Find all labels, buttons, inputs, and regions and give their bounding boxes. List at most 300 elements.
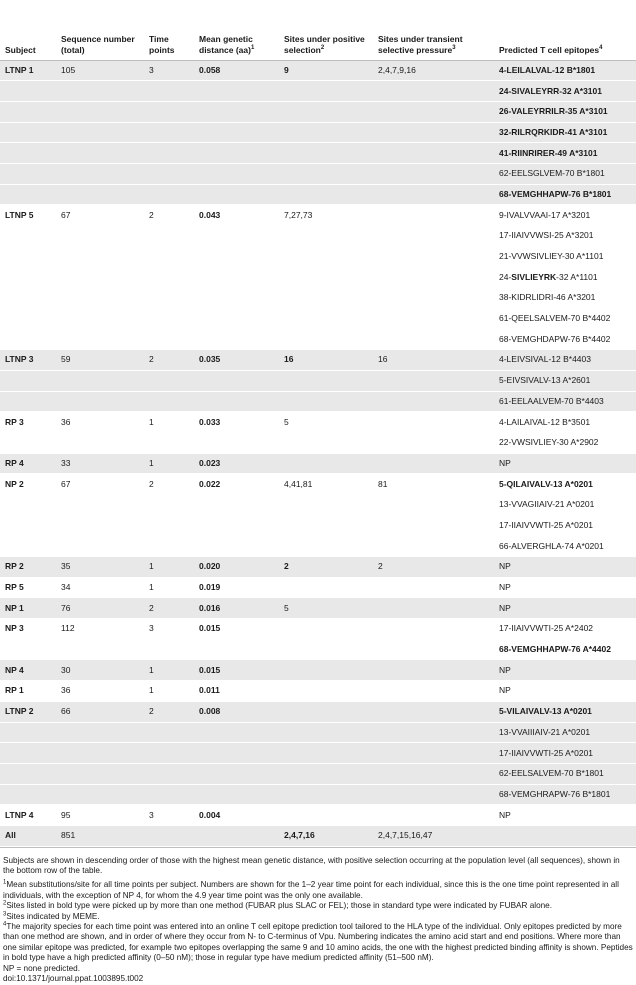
cell-transient-pressure (373, 143, 494, 164)
cell-mean-genetic-distance (194, 701, 279, 722)
cell-sequence-number (56, 763, 144, 784)
table-row (0, 246, 636, 267)
cell-predicted-epitope (494, 598, 636, 619)
cell-predicted-epitope (494, 660, 636, 681)
cell-subject (0, 267, 56, 288)
cell-transient-pressure (373, 743, 494, 764)
cell-positive-selection (279, 432, 373, 453)
cell-sequence-number (56, 453, 144, 474)
cell-predicted-epitope (494, 515, 636, 536)
cell-predicted-epitope (494, 474, 636, 495)
cell-positive-selection (279, 763, 373, 784)
table-row (0, 412, 636, 433)
table-row (0, 701, 636, 722)
cell-sequence-number-text: 34 (61, 582, 71, 593)
cell-time-points-text: 2 (149, 209, 154, 220)
cell-positive-selection (279, 557, 373, 578)
cell-transient-pressure (373, 226, 494, 247)
cell-mean-genetic-distance (194, 784, 279, 805)
cell-transient-pressure (373, 639, 494, 660)
cell-subject-text: LTNP 1 (5, 64, 34, 75)
cell-subject (0, 681, 56, 702)
header-sequence-number: Sequence number (total) (56, 0, 144, 60)
cell-positive-selection (279, 205, 373, 226)
cell-positive-selection (279, 722, 373, 743)
cell-predicted-epitope-text: 68-VEMGHDAPW-76 B*4402 (499, 333, 611, 344)
cell-time-points-text: 1 (149, 561, 154, 572)
cell-positive-selection (279, 474, 373, 495)
table-row (0, 494, 636, 515)
cell-sequence-number (56, 494, 144, 515)
table-row (0, 122, 636, 143)
cell-positive-selection (279, 370, 373, 391)
cell-time-points (144, 246, 194, 267)
cell-predicted-epitope (494, 536, 636, 557)
cell-subject (0, 515, 56, 536)
cell-transient-pressure (373, 267, 494, 288)
epitope-bold-segment: SIVLIEYRK (511, 271, 557, 282)
cell-positive-selection (279, 494, 373, 515)
cell-sequence-number (56, 474, 144, 495)
cell-transient-pressure (373, 515, 494, 536)
cell-sequence-number (56, 246, 144, 267)
cell-transient-pressure (373, 577, 494, 598)
cell-mean-genetic-distance (194, 639, 279, 660)
cell-subject-text: RP 4 (5, 457, 24, 468)
cell-predicted-epitope-text: 5-VILAIVALV-13 A*0201 (499, 706, 592, 717)
cell-mean-genetic-distance (194, 81, 279, 102)
cell-sequence-number (56, 432, 144, 453)
cell-transient-pressure (373, 60, 494, 81)
cell-sequence-number (56, 784, 144, 805)
cell-predicted-epitope (494, 81, 636, 102)
cell-positive-selection-text: 9 (284, 64, 289, 75)
cell-time-points (144, 577, 194, 598)
cell-subject (0, 391, 56, 412)
cell-sequence-number (56, 515, 144, 536)
cell-predicted-epitope (494, 101, 636, 122)
header-subject: Subject (0, 0, 56, 60)
cell-positive-selection (279, 681, 373, 702)
cell-subject (0, 763, 56, 784)
cell-subject-text: NP 4 (5, 664, 24, 675)
cell-predicted-epitope-text: 5-QILAIVALV-13 A*0201 (499, 478, 593, 489)
cell-time-points (144, 536, 194, 557)
table-row (0, 660, 636, 681)
cell-subject (0, 825, 56, 846)
cell-time-points-text: 1 (149, 685, 154, 696)
cell-positive-selection (279, 329, 373, 350)
cell-mean-genetic-distance (194, 805, 279, 826)
cell-mean-genetic-distance (194, 370, 279, 391)
cell-predicted-epitope (494, 226, 636, 247)
cell-transient-pressure (373, 825, 494, 846)
cell-sequence-number (56, 350, 144, 371)
cell-sequence-number (56, 722, 144, 743)
cell-mean-genetic-distance (194, 101, 279, 122)
cell-subject (0, 226, 56, 247)
cell-transient-pressure (373, 763, 494, 784)
cell-predicted-epitope-text: 4-LEILALVAL-12 B*1801 (499, 64, 596, 75)
cell-predicted-epitope (494, 143, 636, 164)
cell-mean-genetic-distance (194, 515, 279, 536)
cell-positive-selection (279, 101, 373, 122)
cell-transient-pressure-text: 2 (378, 561, 383, 572)
cell-sequence-number (56, 60, 144, 81)
cell-mean-genetic-distance (194, 494, 279, 515)
cell-time-points (144, 412, 194, 433)
cell-time-points (144, 474, 194, 495)
cell-sequence-number (56, 577, 144, 598)
cell-time-points (144, 515, 194, 536)
cell-transient-pressure (373, 474, 494, 495)
cell-predicted-epitope (494, 825, 636, 846)
cell-subject (0, 205, 56, 226)
cell-predicted-epitope-text: 61-QEELSALVEM-70 B*4402 (499, 313, 611, 324)
cell-predicted-epitope-text: 38-KIDRLIDRI-46 A*3201 (499, 292, 596, 303)
cell-transient-pressure-text: 2,4,7,15,16,47 (378, 830, 433, 841)
cell-time-points-text: 2 (149, 354, 154, 365)
cell-subject-text: LTNP 3 (5, 354, 34, 365)
cell-subject (0, 805, 56, 826)
cell-transient-pressure (373, 163, 494, 184)
cell-mean-genetic-distance (194, 143, 279, 164)
cell-positive-selection (279, 81, 373, 102)
cell-predicted-epitope (494, 60, 636, 81)
cell-transient-pressure (373, 701, 494, 722)
cell-sequence-number (56, 825, 144, 846)
cell-sequence-number (56, 805, 144, 826)
cell-time-points (144, 267, 194, 288)
cell-subject (0, 784, 56, 805)
cell-predicted-epitope-text: 17-IIAIVVWTI-25 A*2402 (499, 623, 594, 634)
cell-subject (0, 370, 56, 391)
cell-mean-genetic-distance-text: 0.058 (199, 64, 221, 75)
cell-subject-text: NP 2 (5, 478, 24, 489)
cell-subject (0, 432, 56, 453)
cell-positive-selection-text: 5 (284, 416, 289, 427)
cell-positive-selection (279, 60, 373, 81)
cell-predicted-epitope (494, 163, 636, 184)
cell-predicted-epitope (494, 432, 636, 453)
cell-subject (0, 81, 56, 102)
cell-predicted-epitope (494, 805, 636, 826)
cell-predicted-epitope (494, 391, 636, 412)
footnote-lead: Subjects are shown in descending order of those with the highest mean genetic distance, with positive selection occurring at the population level (all sequences), shown in the bottom row of the table. (3, 855, 620, 876)
cell-predicted-epitope (494, 557, 636, 578)
cell-subject (0, 288, 56, 309)
cell-positive-selection (279, 825, 373, 846)
cell-mean-genetic-distance-text: 0.023 (199, 457, 221, 468)
cell-subject (0, 494, 56, 515)
cell-predicted-epitope (494, 453, 636, 474)
cell-transient-pressure (373, 660, 494, 681)
cell-sequence-number-text: 33 (61, 457, 71, 468)
cell-transient-pressure (373, 329, 494, 350)
cell-sequence-number-text: 95 (61, 809, 71, 820)
cell-sequence-number (56, 681, 144, 702)
cell-time-points (144, 60, 194, 81)
cell-time-points (144, 763, 194, 784)
cell-mean-genetic-distance (194, 184, 279, 205)
cell-transient-pressure (373, 619, 494, 640)
cell-sequence-number-text: 36 (61, 416, 71, 427)
cell-mean-genetic-distance (194, 453, 279, 474)
cell-subject (0, 722, 56, 743)
cell-positive-selection-text: 4,41,81 (284, 478, 313, 489)
cell-predicted-epitope (494, 577, 636, 598)
cell-sequence-number (56, 391, 144, 412)
table-row (0, 288, 636, 309)
cell-positive-selection (279, 660, 373, 681)
cell-subject (0, 350, 56, 371)
cell-transient-pressure (373, 288, 494, 309)
cell-mean-genetic-distance (194, 722, 279, 743)
cell-time-points (144, 350, 194, 371)
footnote-2: $^2$Sites listed in bold type were picked up by more than one method (FUBAR plus SLAC or FEL); those in standard type were indicated by FUBAR alone. (3, 900, 552, 911)
cell-sequence-number-text: 67 (61, 209, 71, 220)
cell-time-points-text: 2 (149, 478, 154, 489)
cell-predicted-epitope (494, 722, 636, 743)
cell-sequence-number (56, 143, 144, 164)
cell-time-points (144, 184, 194, 205)
cell-sequence-number-text: 59 (61, 354, 71, 365)
cell-sequence-number-text: 30 (61, 664, 71, 675)
table-row (0, 81, 636, 102)
table-row (0, 577, 636, 598)
cell-positive-selection (279, 577, 373, 598)
cell-time-points (144, 619, 194, 640)
cell-predicted-epitope-text: 22-VWSIVLIEY-30 A*2902 (499, 437, 599, 448)
footnote-np: NP = none predicted. (3, 963, 81, 973)
cell-mean-genetic-distance-text: 0.015 (199, 623, 221, 634)
cell-time-points (144, 143, 194, 164)
cell-sequence-number (56, 163, 144, 184)
cell-time-points-text: 3 (149, 809, 154, 820)
cell-time-points-text: 2 (149, 706, 154, 717)
cell-predicted-epitope (494, 784, 636, 805)
cell-predicted-epitope (494, 246, 636, 267)
cell-subject (0, 577, 56, 598)
cell-predicted-epitope-text: 17-IIAIVVWTI-25 A*0201 (499, 747, 594, 758)
table-row (0, 557, 636, 578)
table-row (0, 370, 636, 391)
cell-subject (0, 60, 56, 81)
cell-subject (0, 412, 56, 433)
cell-time-points-text: 3 (149, 64, 154, 75)
cell-positive-selection-text: 16 (284, 354, 294, 365)
cell-predicted-epitope-text: 41-RIINRIRER-49 A*3101 (499, 147, 598, 158)
cell-sequence-number (56, 122, 144, 143)
cell-mean-genetic-distance-text: 0.015 (199, 664, 221, 675)
cell-subject-text: All (5, 830, 16, 841)
cell-subject-text: LTNP 2 (5, 706, 34, 717)
table-row (0, 329, 636, 350)
cell-positive-selection (279, 598, 373, 619)
cell-predicted-epitope-text: 13-VVAIIIAIV-21 A*0201 (499, 726, 591, 737)
table-row (0, 743, 636, 764)
cell-transient-pressure (373, 184, 494, 205)
cell-subject (0, 536, 56, 557)
table-row (0, 308, 636, 329)
cell-predicted-epitope-text: 68-VEMGHHAPW-76 B*1801 (499, 188, 612, 199)
table-row (0, 143, 636, 164)
cell-predicted-epitope-text: NP (499, 685, 511, 696)
cell-sequence-number (56, 639, 144, 660)
cell-positive-selection (279, 536, 373, 557)
cell-predicted-epitope (494, 701, 636, 722)
cell-sequence-number (56, 370, 144, 391)
cell-time-points (144, 701, 194, 722)
cell-transient-pressure-text: 2,4,7,9,16 (378, 64, 416, 75)
cell-mean-genetic-distance-text: 0.008 (199, 706, 221, 717)
cell-positive-selection-text: 2,4,7,16 (284, 830, 315, 841)
footnote-4: $^4$The majority species for each time point was entered into an online T cell epitope prediction tool tailored to the HLA type of the individual. Only epitopes predicted by more than one method are shown, and in order of where they occur from N- to C-terminus of Vpu. Numbering indicates the amino acid start and end positions. Where more than one similar epitope was predicted, for example two epitopes overlapping the same 9 and 10 amino acids, the one with the highest predicted binding affinity is shown. Peptides in bold type have a high predicted affinity (0–50 nM); those in regular type have medium predicted affinity (51–500 nM). (3, 921, 633, 963)
cell-predicted-epitope (494, 350, 636, 371)
cell-subject-text: LTNP 4 (5, 809, 34, 820)
cell-time-points (144, 432, 194, 453)
cell-time-points (144, 163, 194, 184)
table-row (0, 391, 636, 412)
doi-line: doi:10.1371/journal.ppat.1003895.t002 (3, 974, 144, 984)
cell-predicted-epitope-text: NP (499, 602, 511, 613)
cell-sequence-number (56, 557, 144, 578)
cell-subject-text: NP 1 (5, 602, 24, 613)
cell-predicted-epitope-text: 68-VEMGHHAPW-76 A*4402 (499, 644, 611, 655)
cell-transient-pressure (373, 81, 494, 102)
cell-transient-pressure (373, 101, 494, 122)
cell-time-points (144, 557, 194, 578)
cell-mean-genetic-distance (194, 825, 279, 846)
cell-sequence-number (56, 598, 144, 619)
header-predicted-epitopes: Predicted T cell epitopes$^4$ (494, 0, 636, 60)
table-row (0, 722, 636, 743)
cell-sequence-number (56, 81, 144, 102)
cell-positive-selection (279, 515, 373, 536)
cell-time-points (144, 494, 194, 515)
cell-positive-selection-text: 2 (284, 561, 289, 572)
cell-time-points (144, 805, 194, 826)
cell-time-points-text: 2 (149, 602, 154, 613)
cell-transient-pressure (373, 246, 494, 267)
cell-subject (0, 101, 56, 122)
cell-predicted-epitope (494, 184, 636, 205)
cell-predicted-epitope (494, 370, 636, 391)
table-row (0, 226, 636, 247)
cell-time-points (144, 743, 194, 764)
cell-mean-genetic-distance (194, 474, 279, 495)
cell-sequence-number (56, 184, 144, 205)
cell-subject (0, 639, 56, 660)
cell-predicted-epitope-text: NP (499, 582, 511, 593)
table-row (0, 784, 636, 805)
cell-subject (0, 246, 56, 267)
table-row (0, 453, 636, 474)
cell-subject (0, 557, 56, 578)
cell-time-points-text: 3 (149, 623, 154, 634)
table-row (0, 60, 636, 81)
cell-predicted-epitope-text: 13-VVAGIIAIV-21 A*0201 (499, 499, 595, 510)
table-row (0, 805, 636, 826)
cell-predicted-epitope-text: 17-IIAIVVWSI-25 A*3201 (499, 230, 594, 241)
table-row (0, 205, 636, 226)
cell-positive-selection (279, 639, 373, 660)
cell-predicted-epitope (494, 494, 636, 515)
cell-mean-genetic-distance (194, 536, 279, 557)
cell-mean-genetic-distance (194, 288, 279, 309)
cell-positive-selection (279, 226, 373, 247)
table-row (0, 681, 636, 702)
cell-mean-genetic-distance-text: 0.019 (199, 582, 221, 593)
cell-sequence-number-text: 76 (61, 602, 71, 613)
table-row (0, 432, 636, 453)
cell-positive-selection (279, 143, 373, 164)
cell-sequence-number (56, 329, 144, 350)
cell-transient-pressure (373, 205, 494, 226)
cell-positive-selection (279, 391, 373, 412)
table-row (0, 639, 636, 660)
cell-sequence-number (56, 288, 144, 309)
cell-sequence-number-text: 851 (61, 830, 76, 841)
cell-positive-selection (279, 619, 373, 640)
table-body (0, 60, 636, 846)
cell-mean-genetic-distance (194, 122, 279, 143)
table-row (0, 267, 636, 288)
cell-time-points (144, 226, 194, 247)
cell-predicted-epitope (494, 763, 636, 784)
cell-transient-pressure (373, 370, 494, 391)
cell-predicted-epitope-text: NP (499, 809, 511, 820)
cell-time-points (144, 825, 194, 846)
header-row (0, 0, 636, 60)
cell-transient-pressure (373, 350, 494, 371)
cell-sequence-number (56, 701, 144, 722)
table-row (0, 101, 636, 122)
cell-subject (0, 453, 56, 474)
cell-positive-selection (279, 350, 373, 371)
cell-subject-text: RP 1 (5, 685, 24, 696)
cell-transient-pressure (373, 391, 494, 412)
cell-predicted-epitope (494, 681, 636, 702)
cell-sequence-number-text: 105 (61, 64, 76, 75)
cell-subject (0, 163, 56, 184)
header-transient-pressure: Sites under transient selective pressure$^3$ (373, 0, 494, 60)
footnote-1: $^1$Mean substitutions/site for all time points per subject. Numbers are shown for the 1–2 year time point for each individual, since this is the one time point represented in all individuals, with the exception of NP 4, for whom the 4.9 year time point was the only one available. (3, 879, 619, 900)
cell-subject-text: RP 2 (5, 561, 24, 572)
cell-sequence-number (56, 619, 144, 640)
cell-transient-pressure (373, 494, 494, 515)
cell-mean-genetic-distance (194, 763, 279, 784)
cell-positive-selection (279, 184, 373, 205)
cell-mean-genetic-distance (194, 577, 279, 598)
cell-subject-text: RP 3 (5, 416, 24, 427)
table-row (0, 598, 636, 619)
cell-predicted-epitope-text: 62-EELSGLVEM-70 B*1801 (499, 168, 605, 179)
cell-subject (0, 701, 56, 722)
cell-time-points (144, 681, 194, 702)
cell-positive-selection (279, 163, 373, 184)
cell-transient-pressure (373, 536, 494, 557)
cell-predicted-epitope (494, 639, 636, 660)
cell-sequence-number-text: 67 (61, 478, 71, 489)
cell-predicted-epitope-text: 4-LEIVSIVAL-12 B*4403 (499, 354, 591, 365)
cell-predicted-epitope-text: 21-VVWSIVLIEY-30 A*1101 (499, 251, 604, 262)
cell-predicted-epitope (494, 412, 636, 433)
cell-transient-pressure (373, 432, 494, 453)
cell-transient-pressure-text: 16 (378, 354, 388, 365)
cell-subject (0, 308, 56, 329)
cell-positive-selection (279, 288, 373, 309)
